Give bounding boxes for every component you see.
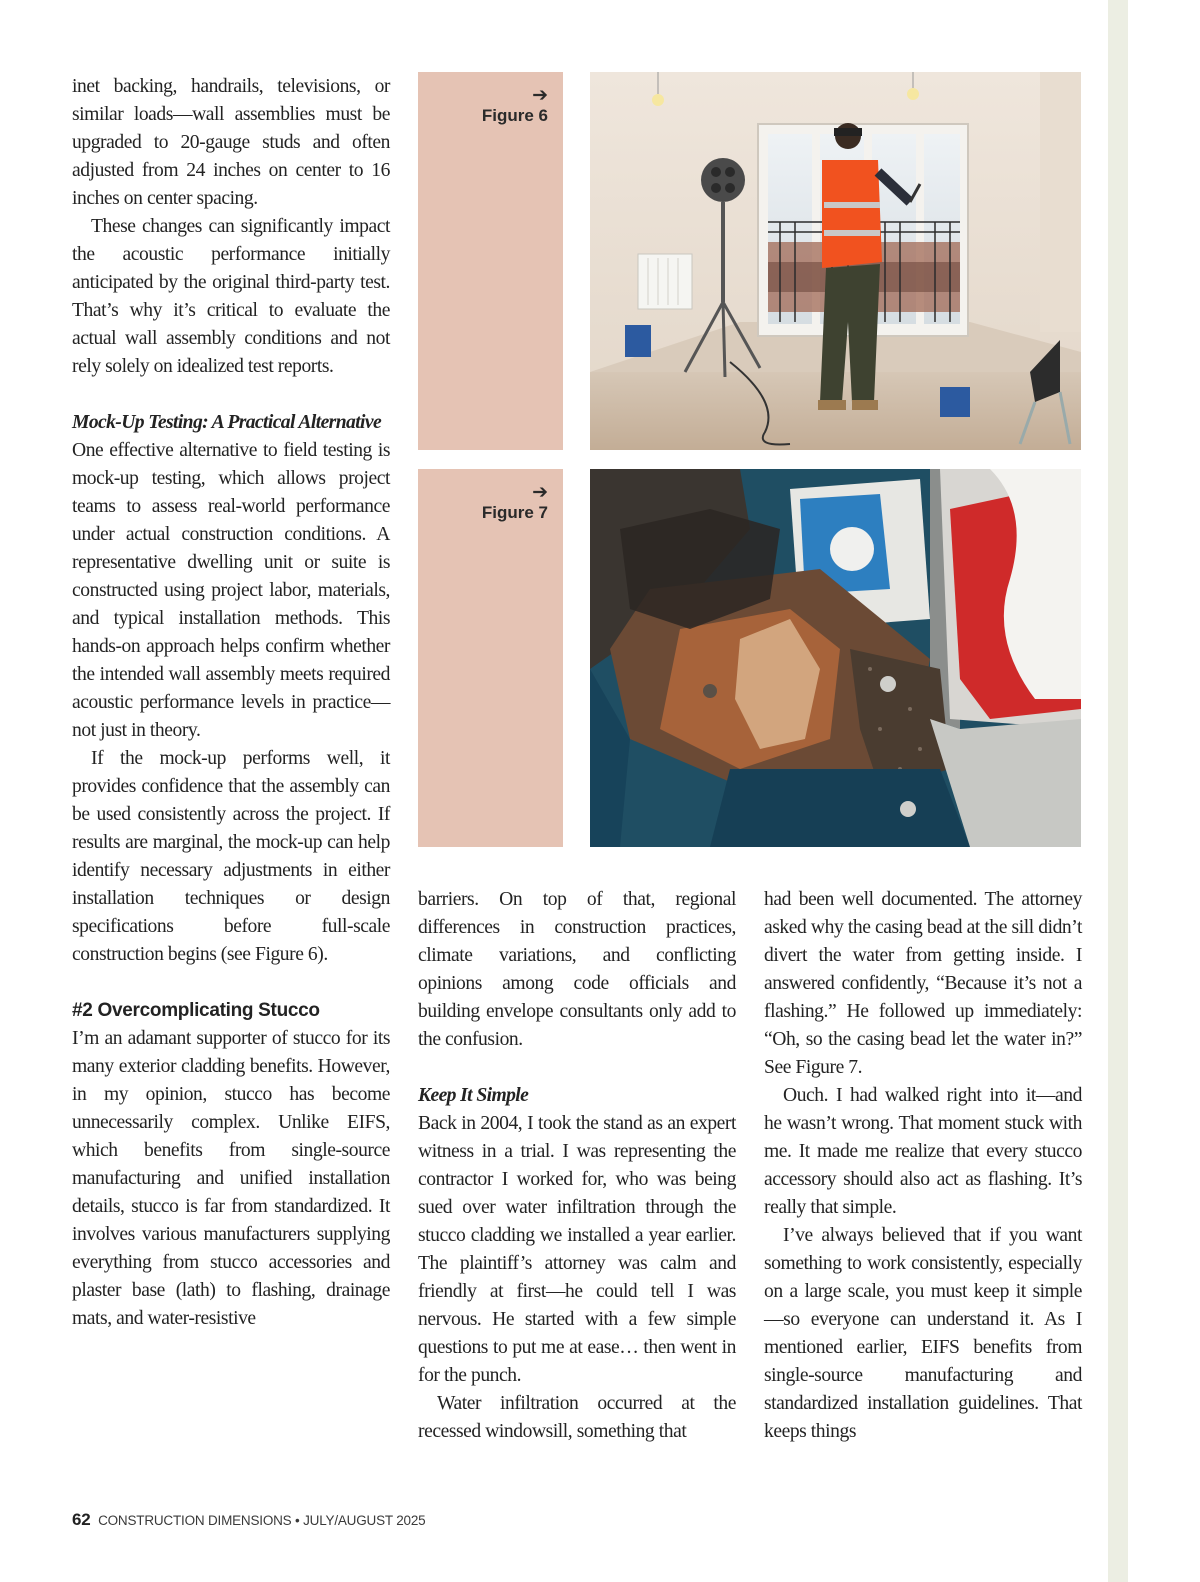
- paragraph: had been well documented. The attorney asked why the casing bead at the sill didn’t divert the water from getting inside. I answered confidently, “Because it’s not a flashing.” He followed up immediately: “Oh, so the casing bead let the water in?” See Figure 7.: [764, 889, 1082, 1078]
- publication-name: CONSTRUCTION DIMENSIONS • JULY/AUGUST 2025: [98, 1513, 426, 1528]
- figure-7-photo: [590, 469, 1081, 847]
- subheading-keep-it-simple: Keep It Simple: [418, 1085, 529, 1106]
- subheading-overcomplicating-stucco: #2 Overcomplicating Stucco: [72, 1000, 320, 1021]
- paragraph: I’ve always believed that if you want something to work consistently, especially on a large scale, you must keep it simple—so everyone can understand it. As I mentioned earlier, EIFS benefits from single-source manufacturing and standardized installation guidelines. That keeps things: [764, 1225, 1082, 1442]
- arrow-right-icon: ➔: [532, 481, 548, 503]
- figure-6-tab: [418, 72, 563, 450]
- paragraph: Water infiltration occurred at the recessed windowsill, something that: [418, 1393, 736, 1442]
- text-column-3: [764, 886, 1082, 1446]
- text-column-1: [72, 73, 390, 1333]
- paragraph: Back in 2004, I took the stand as an expert witness in a trial. I was representing the contractor I worked for, who was being sued over water infiltration through the stucco cladding we installed a year earlier. The plaintiff’s attorney was calm and friendly at first—he could tell I was nervous. He started with a few simple questions to put me at ease… then went in for the punch.: [418, 1113, 736, 1386]
- paragraph: inet backing, handrails, televisions, or similar loads—wall assemblies must be upgraded to 20-gauge studs and often adjusted from 24 inches on center to 16 inches on center spacing.: [72, 76, 390, 209]
- paragraph: Ouch. I had walked right into it—and he wasn’t wrong. That moment stuck with me. It made me realize that every stucco accessory should also act as flashing. It’s really that simple.: [764, 1085, 1082, 1218]
- arrow-right-icon: ➔: [532, 84, 548, 106]
- page-edge-strip: [1108, 0, 1128, 1582]
- page-number: 62: [72, 1510, 91, 1529]
- subheading-mock-up-testing: Mock-Up Testing: A Practical Alternative: [72, 412, 382, 433]
- paragraph: One effective alternative to field testing is mock-up testing, which allows project teams to assess real-world performance under actual construction conditions. A representative dwelling unit or suite is constructed using project labor, materials, and typical installation methods. This hands-on approach helps confirm whether the intended wall assembly meets required acoustic performance levels in practice—not just in theory.: [72, 440, 390, 741]
- page-footer: [72, 1510, 425, 1530]
- figure-6-photo: [590, 72, 1081, 450]
- paragraph: If the mock-up performs well, it provides confidence that the assembly can be used consistently across the project. If results are marginal, the mock-up can help identify necessary adjustments in either installation techniques or design specifications before full-scale construction begins (see Figure 6).: [72, 748, 390, 965]
- text-column-2: [418, 886, 736, 1446]
- figure-6-label: Figure 6: [481, 106, 548, 125]
- figure-7-label: Figure 7: [481, 503, 548, 522]
- figure-7-tab: [418, 469, 563, 847]
- paragraph: barriers. On top of that, regional differences in construction practices, climate variations, and conflicting opinions among code officials and building envelope consultants only add to the confusion.: [418, 889, 736, 1050]
- paragraph: These changes can significantly impact the acoustic performance initially anticipated by the original third-party test. That’s why it’s critical to evaluate the actual wall assembly conditions and not rely solely on idealized test reports.: [72, 216, 390, 377]
- paragraph: I’m an adamant supporter of stucco for its many exterior cladding benefits. However, in my opinion, stucco has become unnecessarily complex. Unlike EIFS, which benefits from single-source manufacturing and unified installation details, stucco is far from standardized. It involves various manufacturers supplying everything from stucco accessories and plaster base (lath) to flashing, drainage mats, and water-resistive: [72, 1028, 390, 1329]
